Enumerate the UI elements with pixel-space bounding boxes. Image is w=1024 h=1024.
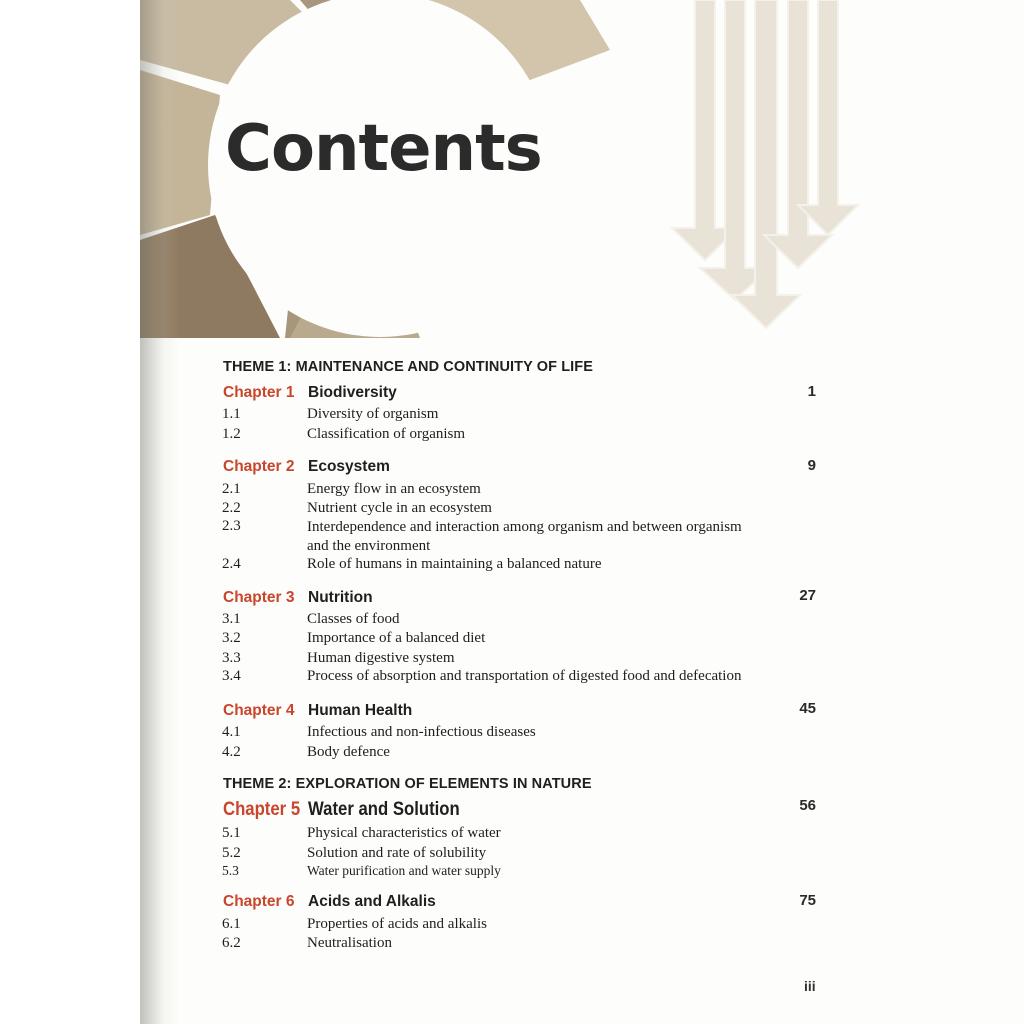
section-number: 6.2: [222, 935, 241, 951]
section-number: 2.2: [222, 500, 241, 516]
section-number: 5.2: [222, 845, 241, 861]
section-title: Body defence: [307, 744, 390, 760]
chapter-page-number: 27: [799, 587, 816, 604]
section-number: 5.1: [222, 825, 241, 841]
section-title: Interdependence and interaction among organism and between organism and the environment: [307, 519, 742, 554]
section-title: Solution and rate of solubility: [307, 845, 487, 861]
section-title: Importance of a balanced diet: [307, 630, 486, 646]
page-gutter-shadow: [140, 0, 180, 1024]
section-number: 2.1: [222, 481, 241, 497]
section-title: Energy flow in an ecosystem: [307, 481, 481, 497]
section-title: Classification of organism: [307, 426, 466, 442]
chapter-heading: [223, 893, 436, 911]
chapter-label: Chapter 1: [223, 384, 295, 401]
chapter-heading: [223, 589, 373, 607]
section-title: Diversity of organism: [307, 406, 439, 422]
section-number: 3.3: [222, 650, 241, 666]
chapter-page-number: 45: [799, 700, 816, 717]
chapter-heading: [223, 702, 413, 720]
section-title: Properties of acids and alkalis: [307, 916, 487, 932]
chapter-heading: [223, 458, 390, 476]
arrows-graphic: [672, 0, 858, 328]
section-title: Role of humans in maintaining a balanced nature: [307, 556, 602, 572]
theme-heading: THEME 2: EXPLORATION OF ELEMENTS IN NATURE: [223, 776, 592, 792]
chapter-title: Acids and Alkalis: [308, 893, 436, 910]
page-title: Contents: [225, 112, 542, 186]
section-number: 3.4: [222, 668, 241, 684]
section-title: Physical characteristics of water: [307, 825, 501, 841]
theme-heading: THEME 1: MAINTENANCE AND CONTINUITY OF LIFE: [223, 359, 594, 375]
chapter-page-number: 9: [807, 457, 816, 474]
chapter-label: Chapter 3: [223, 589, 295, 606]
chapter-label: Chapter 4: [223, 702, 295, 719]
page-margin: [0, 0, 140, 1024]
section-number: 1.2: [222, 426, 241, 442]
chapter-heading: [223, 799, 460, 821]
chapter-page-number: 75: [799, 892, 816, 909]
section-number: 3.2: [222, 630, 241, 646]
section-title: Nutrient cycle in an ecosystem: [307, 500, 492, 516]
section-number: 3.1: [222, 611, 241, 627]
chapter-title: Biodiversity: [308, 384, 397, 401]
chapter-title: Water and Solution: [308, 799, 460, 820]
section-number: 1.1: [222, 406, 241, 422]
chapter-label: Chapter 2: [223, 458, 295, 475]
chapter-page-number: 56: [799, 797, 816, 814]
chapter-label: Chapter 6: [223, 893, 295, 910]
section-title: Neutralisation: [307, 935, 392, 951]
section-number: 2.4: [222, 556, 241, 572]
chapter-page-number: 1: [807, 383, 816, 400]
section-number: 2.3: [222, 518, 241, 534]
chapter-label: Chapter 5: [223, 799, 301, 820]
section-title: Water purification and water supply: [307, 863, 501, 878]
section-number: 6.1: [222, 916, 241, 932]
section-number: 4.1: [222, 724, 241, 740]
section-number: 5.3: [222, 863, 239, 878]
section-title: Human digestive system: [307, 650, 455, 666]
chapter-title: Nutrition: [308, 589, 373, 606]
chapter-heading: [223, 384, 397, 402]
section-title: Classes of food: [307, 611, 400, 627]
chapter-title: Ecosystem: [308, 458, 390, 475]
page-folio-number: iii: [804, 978, 816, 994]
chapter-title: Human Health: [308, 702, 413, 719]
section-number: 4.2: [222, 744, 241, 760]
section-title: Process of absorption and transportation of digested food and defecation: [307, 668, 742, 684]
section-title: Infectious and non-infectious diseases: [307, 724, 536, 740]
